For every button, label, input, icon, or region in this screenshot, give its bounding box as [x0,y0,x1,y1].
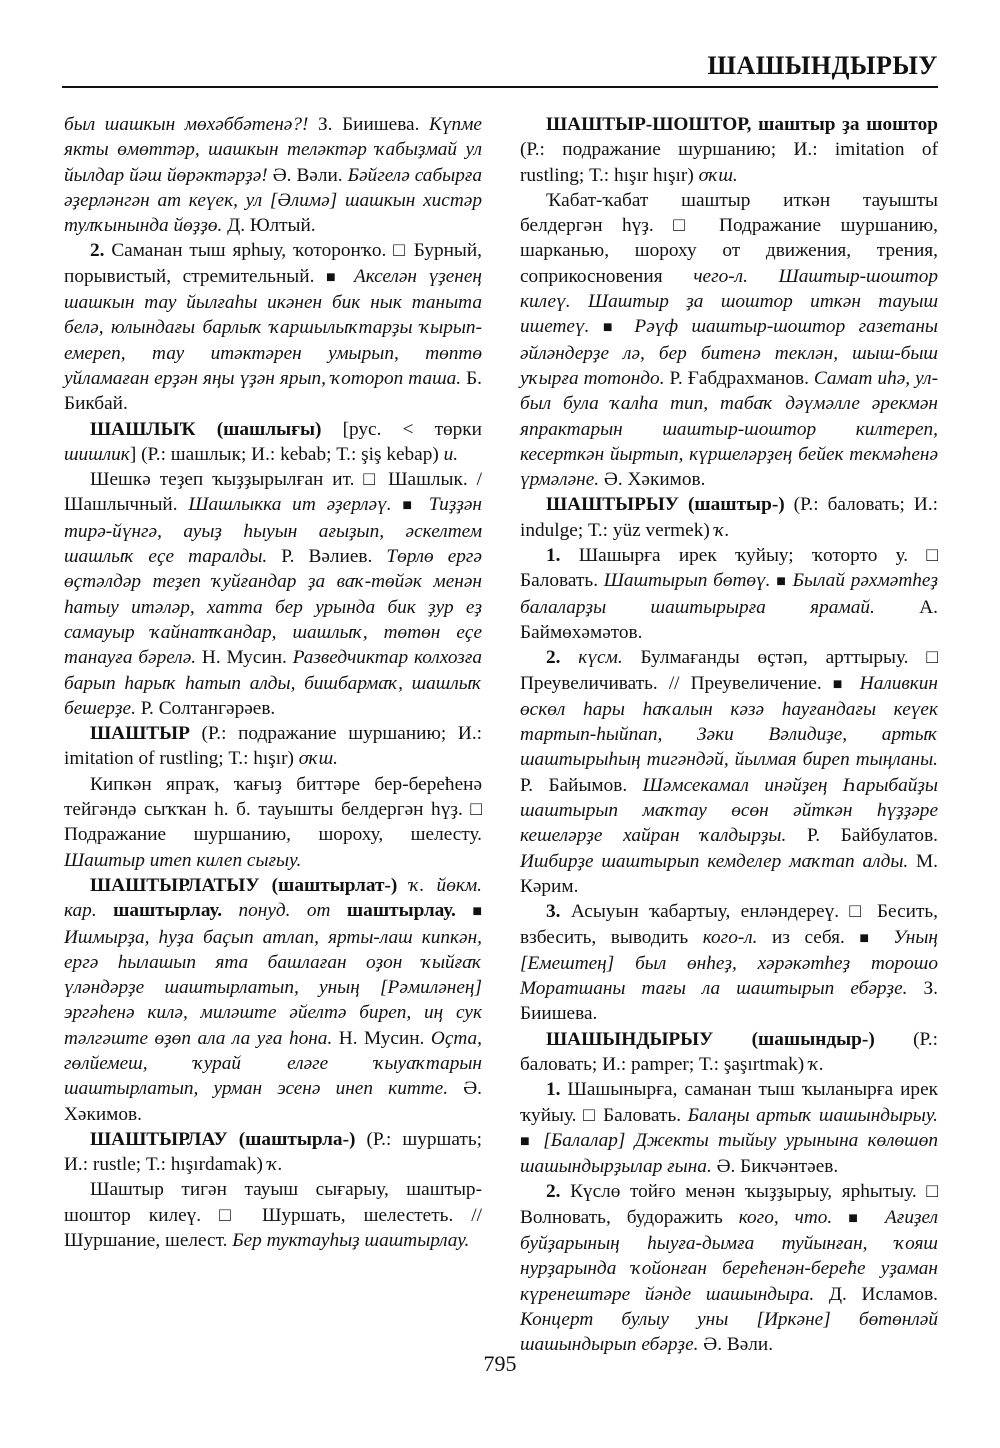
example-text: Уның [Емештең] был өнһеҙ, хәрәкәтһеҙ торошо Моратшаны тағы ла шаштырып ебәрҙе. [520,926,938,1000]
example-text: Акселән үҙенең шашкын тау йылғаһы икәнен бик нык таныта белә, юлындағы барлыҡ ҡаршылыҡтарҙы ҡырып-емереп, тау итәктәрен умырып, төптө уйламаған ерҙән яңы үҙән ярып, ҡотороп таша. [64,265,482,389]
translation-box-icon: □ [219,1204,244,1226]
example-text: Бер туктауһыҙ шаштырлау. [232,1230,470,1252]
header-rule [62,86,938,88]
translation-box-icon: □ [926,647,938,669]
sense-number: 1. [546,545,561,567]
grammar-note: кого-л. [702,926,758,948]
running-head: ШАШЫНДЫРЫУ [707,51,938,80]
entry-shashtyrlatyu [64,873,482,1127]
headword: ШАШТЫРЛАУ [90,1128,228,1150]
translation: Баловать. [596,1104,688,1126]
example-text: Бәйгелә сабырға әҙерләнгән ат кеүек, ул [Әлимә] шашкын хистәр тулҡынында йөҙҙө. [64,164,483,237]
sense-number: 3. [546,901,561,923]
sense-2 [64,238,482,416]
example-square-icon: ■ [325,268,343,286]
definition: Саманан тыш ярһыу, ҡоторонҡо. [104,240,394,262]
definition: Булмағанды өҫтәп, арттырыу. [622,647,927,669]
grammar-form: (шаштыр-) [678,494,785,516]
example-square-icon: ■ [859,929,879,947]
headword: ШАШТЫР-ШОШТОР, [546,114,752,135]
part-of-speech: оҡш. [698,164,738,186]
etymology-word: шишлик [64,443,130,465]
part-of-speech: ҡ. [809,1053,825,1075]
entry-shashtyrlau-head [64,1127,482,1178]
entry-shashtyr-body [64,772,482,873]
example-text: Шәмсекамал инәйҙең Һарыбайҙы шаштырып маҡтау өсөн әйткән һүҙҙәре кешеләрҙе хайран ҡалдырҙы. [520,774,938,847]
sense-1 [520,543,938,645]
translation: Шуршать, шелестеть. // Шуршание, шелест. [64,1204,482,1252]
example-text: Разведчиктар колхозға барып һарыҡ һатып алды, бишбармаҡ, шашлыҡ бешерҙе. [64,647,482,719]
example-text: Концерт булыу уны [Иркәне] бөтөнләй шашындырып ебәрҙе. [520,1308,938,1356]
sense-number: 2. [90,240,105,262]
example-square-icon: ■ [520,1132,535,1150]
translation: Шашлык. / Шашлычный. [64,469,482,516]
grammar-note: понуд. от [222,900,331,922]
translation-box-icon: □ [363,469,380,491]
author: Б. Бикбай. [64,367,483,415]
definition: Ҡабат-ҡабат шаштыр иткән тауышты белдергән һүҙ. [520,189,938,237]
author: Ә. Вәли. [698,1334,774,1356]
headword: ШАШТЫРЛАТЫУ [90,874,260,896]
author: Ә. Хәкимов. [599,469,706,491]
translation-box-icon: □ [926,545,938,567]
author: Ә. Бикчәнтәев. [711,1156,839,1178]
sense-number: 1. [546,1079,561,1101]
author: Н. Мусин. [196,647,293,669]
usage-label: күсм. [560,647,623,669]
equivalents: (Р.: баловать; И.: indulge; Т.: yüz vermek) [520,494,939,541]
example-text: [Балалар] Джекты тыйыу урынына көлөшөп шашындырҙылар ғына. [520,1129,938,1178]
example-text: Шаштыр итеп килеп сығыу. [64,849,302,871]
sense-number: 2. [546,647,561,669]
example-text: Балаңы артыҡ шашындырыу. [687,1104,938,1126]
definition: Кипкән япраҡ, ҡағыҙ биттәре бер-берећенә тейгәндә сыҡҡан һ. б. тауышты белдергән һүҙ. [64,773,482,821]
example-text: Шашлыкка ит әҙерләү. [188,494,392,516]
example-text: Самат иһә, ул-был була ҡалһа тип, табаҡ дәүмәлле әрекмән япрактарын шаштыр-шоштор килтереп, кесерткән йыртып, күршеләрҙең бейек текмәһенә үрмәләне. [520,367,938,491]
example-square-icon: ■ [848,1209,870,1227]
translation-box-icon: □ [673,215,700,237]
headword: ШАШЫНДЫРЫУ [546,1028,714,1050]
left-column [64,112,482,1253]
cross-reference: шаштырлау. [96,900,223,922]
grammar-form: (шашындыр-) [713,1028,875,1050]
translation: из себя. [757,926,860,948]
equivalents: ] (Р.: шашлык; И.: kebab; Т.: şiş kebap) [129,443,444,465]
translation: Бесить, взбесить, выводить [520,901,938,948]
grammar-form: (шаштырлат-) [259,874,398,896]
equivalents: (Р.: подражание шуршанию; И.: imitation of rustling; Т.: hışır) [64,723,482,770]
example-text: Тиҙҙән тирә-йүнгә, ауыҙ һыуын ағыҙып, әскелтем шашлыҡ еҫе таралды. [64,494,482,568]
author: З. Биишева. [308,114,430,135]
definition: Шаштыр тигән тауыш сығарыу, шаштыр-шоштор килеү. [64,1179,482,1226]
example-text: Оҫта, гөлйемеш, ҡурай еләге ҡыуаҡтарын шаштырлатып, урман эсенә инеп китте. [64,1027,482,1100]
translation: Преувеличивать. // Преувеличение. [520,672,833,694]
example-text: Төрлө ергә өҫтәлдәр теҙеп ҡуйғандар ҙа ваҡ-төйәк менән һатыу итәләр, хатта бер урында бик ҙур еҙ самауыр ҡайнатҡандар, шашлыҡ, төтөн еҫе танауға бәрелә. [64,546,482,669]
author: М. Кәрим. [520,850,938,897]
headword: ШАШЛЫҠ [90,418,196,440]
entry-shashlyk-body [64,467,482,721]
translation-box-icon: □ [583,1104,597,1126]
translation-box-icon: □ [849,901,867,923]
entry-shashtyryu-head [520,492,938,543]
example-text: был шашкын мөхәббәтенә?! [64,114,309,135]
equivalents: (Р.: шуршать; И.: rustle; Т.: hışırdamak) [64,1128,482,1176]
variant-form: шаштыр ҙа шоштор [751,114,938,135]
example-text: Ағиҙел буйҙарының һыуға-дымға туйынған, ҡояш нурҙарында ҡойонған берећенән-береће уҙаман күренештәре йәнде шашындыра. [520,1206,938,1305]
author: Н. Мусин. [332,1027,431,1049]
right-column [520,112,938,1358]
sense-1 [520,1077,938,1179]
definition: Шешкә теҙеп ҡыҙҙырылған ит. [90,469,364,491]
example-square-icon: ■ [402,497,419,515]
headword: ШАШТЫР [90,723,190,745]
sense-number: 2. [546,1181,561,1203]
entry-shashtyr-shoshtor-body [520,188,938,493]
translation-box-icon: □ [926,1181,938,1203]
example-text: Шаштыр-шоштор килеү. Шаштыр ҙа шоштор иткән тауыш ишетеү. [520,265,938,338]
author: Ә. Вәли. [267,164,348,186]
author: Д. Исламов. [814,1283,938,1305]
part-of-speech: ҡ. [267,1154,283,1176]
example-square-icon: ■ [776,573,787,591]
author: Р. Солтангәрәев. [135,697,276,719]
example-text: Рәүф шаштыр-шоштор газетаны әйләндерҙе лә, бер битенә теклән, шыш-быш уҡырға тотондо. [520,316,938,389]
author: Ә. Хәкимов. [64,1078,482,1125]
example-text: Наливкин өскөл һары һаҡалын кәзә һауғандағы кеүек тартып-һыйпап, Зәки Вәлидиҙе, артыҡ шаштырыһың тигәндәй, йылмая биреп тыңланы. [520,672,938,771]
grammar-note: кого, что. [738,1206,833,1228]
example-square-icon: ■ [472,903,482,921]
entry-shashtyr-head [64,721,482,772]
author: З. Биишева. [520,978,938,1025]
author: Р. Вәлиев. [267,546,387,568]
entry-continuation [64,112,482,238]
translation-box-icon: □ [470,799,482,821]
translation: Баловать. [520,570,604,592]
sense-2 [520,645,938,899]
entry-shashtyr-shoshtor-head [520,112,938,188]
equivalents: (Р.: подражание шуршанию; И.: imitation of rustling; Т.: hışır hışır) [520,139,938,186]
definition: Шашынырға, саманан тыш ҡыланырға ирек ҡуйыу. [520,1079,938,1126]
example-square-icon: ■ [832,675,849,693]
translation: Подражание шуршанию, шарканью, шороху от движения, трения, соприкосновения [520,215,938,287]
grammar-form: (шашлығы) [195,418,322,440]
translation: Волновать, будоражить [520,1206,739,1228]
spacer-text [748,266,779,287]
etymology: [рус. < төрки [321,418,482,440]
sense-2 [520,1179,938,1357]
example-text: Ишбирҙе шаштырып кемделер маҡтап алды. [520,850,909,872]
cross-reference: шаштырлау. [330,900,456,922]
headword: ШАШТЫРЫУ [546,494,679,516]
example-text: Былай рәхмәтһеҙ балаларҙы шаштырырға ярамай. [520,570,938,618]
author: Р. Ғабдрахманов. [664,367,814,389]
translation: Бурный, порывистый, стремительный. [64,240,483,287]
entry-shashtyrlau-body [64,1177,482,1253]
entry-shashyndyryu-head [520,1027,938,1078]
author: Д. Юлтый. [222,215,316,237]
author: Р. Байымов. [520,774,643,796]
part-of-speech: ҡ. [714,519,730,541]
example-square-icon: ■ [602,319,622,337]
entry-shashlyk-head [64,417,482,468]
definition: Күслө тойғо менән ҡыҙҙырыу, ярһытыу. [560,1181,927,1203]
grammar-note: ҡ. йөкм. кар. [64,874,482,922]
equivalents: (Р.: баловать; И.: pamper; Т.: şaşırtmak) [520,1028,938,1075]
grammar-form: (шаштырла-) [227,1128,356,1150]
author: А. Баймөхәмәтов. [520,596,938,643]
example-text: Шаштырып бөтөү. [603,570,771,592]
author: Р. Байбулатов. [786,825,938,847]
translation: Подражание шуршанию, шороху, шелесту. [64,824,482,846]
example-text: Ишмырҙа, һуҙа баҫып атлап, ярты-лаш кипкән, ергә һылашып ята башлаған оҙон ҡыйғаҡ үләндәрҙе шаштырлатып, уның [Рәмиләнең] эргәһенә килә, миләште әйелтә биреп, иң сук тәлгәште өҙөп ала ла уға һона. [64,926,482,1049]
part-of-speech: оҡш. [298,748,338,770]
example-text: Күпме якты өмөттәр, шашкын теләктәр ҡабыҙмай ул йылдар йәш йөрәктәрҙә! [64,114,482,186]
definition: Асыуын ҡабартыу, енләндереү. [560,901,850,923]
grammar-note: чего-л. [693,265,748,287]
translation-box-icon: □ [393,240,407,262]
page-number: 795 [483,1351,517,1376]
sense-3 [520,899,938,1026]
part-of-speech: и. [443,443,459,465]
definition: Шашырға ирек ҡуйыу; ҡоторто у. [560,545,927,567]
